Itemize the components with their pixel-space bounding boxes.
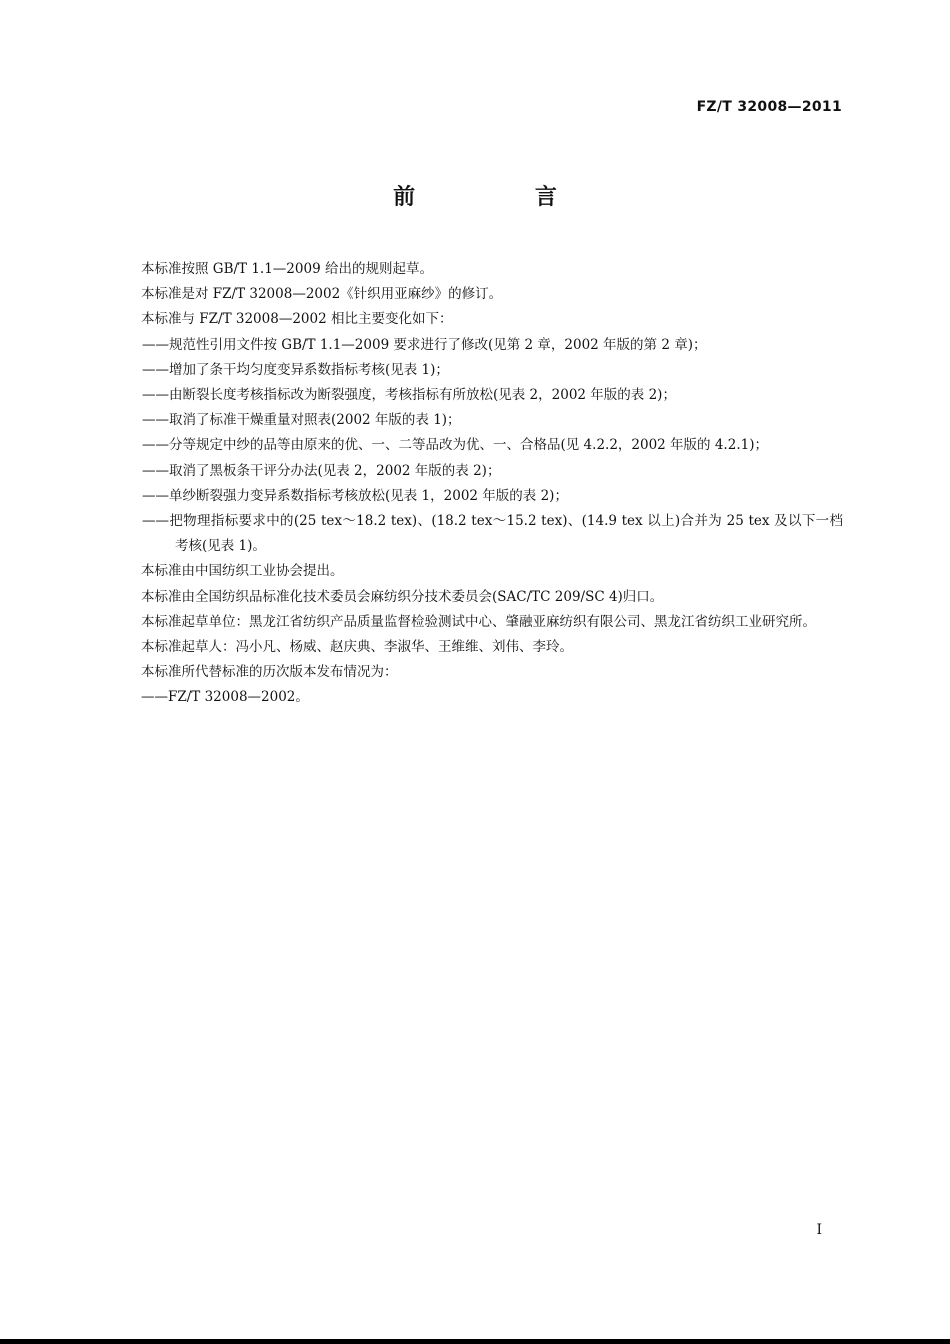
change-list-item: ——规范性引用文件按 GB/T 1.1—2009 要求进行了修改(见第 2 章，2002 年版的第 2 章)；	[142, 336, 707, 353]
paragraph: 本标准由全国纺织品标准化技术委员会麻纺织分技术委员会(SAC/TC 209/SC 4)归口。	[141, 588, 664, 605]
change-list-item: ——由断裂长度考核指标改为断裂强度，考核指标有所放松(见表 2，2002 年版的表 2)；	[142, 387, 676, 404]
paragraph: ——FZ/T 32008—2002。	[141, 689, 309, 706]
paragraph: 本标准起草单位：黑龙江省纺织产品质量监督检验测试中心、肇融亚麻纺织有限公司、黑龙江省纺织工业研究所。	[141, 613, 816, 630]
bottom-border	[0, 1339, 950, 1344]
change-list-item: ——把物理指标要求中的(25 tex～18.2 tex)、(18.2 tex～15.2 tex)、(14.9 tex 以上)合并为 25 tex 及以下一档考核(见表 1)。	[142, 513, 843, 555]
page-number: I	[816, 1222, 822, 1238]
change-list-item: ——分等规定中纱的品等由原来的优、一、二等品改为优、一、合格品(见 4.2.2，2002 年版的 4.2.1)；	[142, 437, 768, 454]
standard-code: FZ/T 32008—2011	[696, 99, 842, 115]
page-title: 前 言	[393, 185, 613, 210]
change-list-item: ——取消了标准干燥重量对照表(2002 年版的表 1)；	[142, 412, 461, 429]
paragraph: 本标准由中国纺织工业协会提出。	[141, 563, 344, 580]
paragraph: 本标准起草人：冯小凡、杨威、赵庆典、李淑华、王维维、刘伟、李玲。	[141, 639, 573, 656]
paragraph: 本标准与 FZ/T 32008—2002 相比主要变化如下：	[141, 311, 453, 328]
change-list-item: ——取消了黑板条干评分办法(见表 2，2002 年版的表 2)；	[142, 462, 501, 479]
change-list-item: ——单纱断裂强力变异系数指标考核放松(见表 1，2002 年版的表 2)；	[142, 487, 568, 504]
paragraph: 本标准按照 GB/T 1.1—2009 给出的规则起草。	[141, 261, 433, 277]
paragraph: 本标准是对 FZ/T 32008—2002《针织用亚麻纱》的修订。	[141, 286, 503, 303]
paragraph: 本标准所代替标准的历次版本发布情况为：	[141, 664, 398, 681]
change-list-item: ——增加了条干均匀度变异系数指标考核(见表 1)；	[142, 361, 449, 378]
body-text	[108, 257, 843, 711]
